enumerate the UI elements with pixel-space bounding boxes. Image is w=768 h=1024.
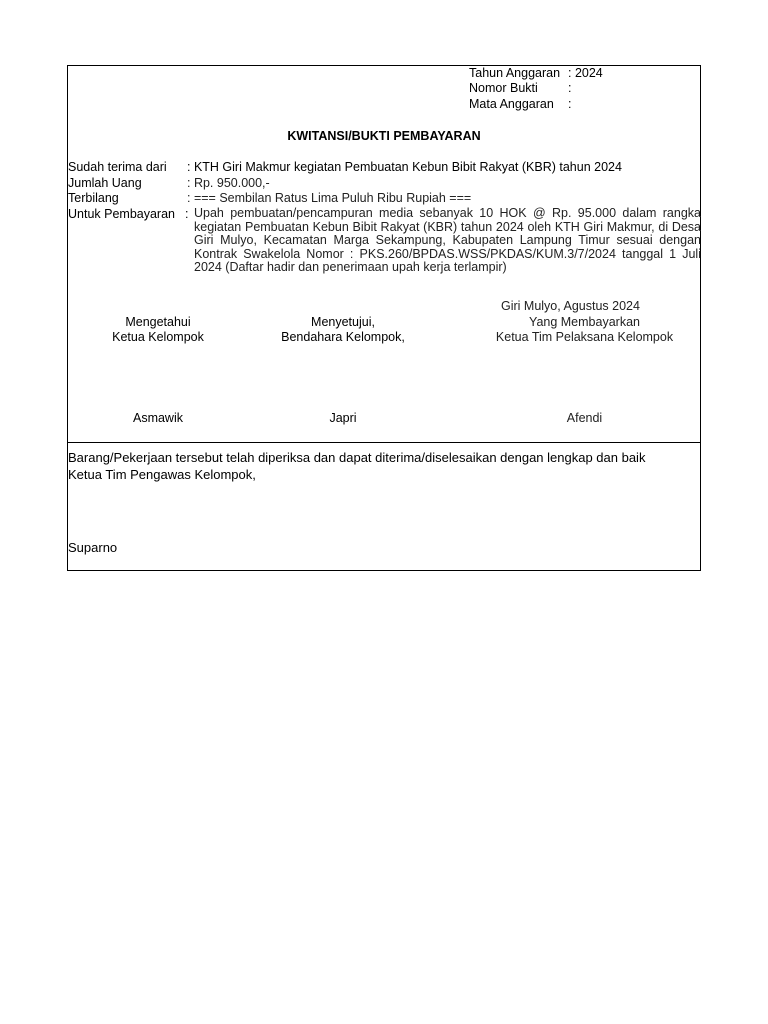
untuk-pembayaran-value: Upah pembuatan/pencampuran media sebanyak 10 HOK @ Rp. 95.000 dalam rangka kegiatan Pembuatan Kebun Bibit Rakyat (KBR) tahun 2024 oleh KTH Giri Makmur, di Desa Giri Mulyo, Kecamatan Marga Sekampung, Kabupaten Lampung Timur sesuai dengan Kontrak Swakelola Nomor : PKS.260/BPDAS.WSS/PKDAS/KUM.3/7/2024 tanggal 1 Juli 2024 (Daftar hadir dan penerimaan upah kerja terlampir) [194, 206, 701, 274]
document-title: KWITANSI/BUKTI PEMBAYARAN [287, 129, 481, 143]
nomor-bukti-value: : [568, 81, 572, 95]
jumlah-uang-value: : Rp. 950.000,- [187, 176, 270, 190]
mata-anggaran-label: Mata Anggaran [469, 97, 554, 111]
col3-signer-name: Afendi [566, 411, 603, 425]
terbilang-value: : === Sembilan Ratus Lima Puluh Ribu Rupiah === [187, 191, 472, 205]
col2-role2: Bendahara Kelompok, [281, 330, 405, 344]
untuk-pembayaran-label: Untuk Pembayaran [68, 207, 176, 221]
jumlah-uang-label: Jumlah Uang [68, 176, 142, 190]
sudah-terima-value: : KTH Giri Makmur kegiatan Pembuatan Kebun Bibit Rakyat (KBR) tahun 2024 [187, 160, 622, 174]
inspector-role: Ketua Tim Pengawas Kelompok, [68, 467, 256, 482]
col2-role1: Menyetujui, [311, 315, 375, 329]
inspection-statement: Barang/Pekerjaan tersebut telah diperiksa dan dapat diterima/diselesaikan dengan lengkap dan baik [68, 450, 646, 465]
col3-role1: Yang Membayarkan [529, 315, 640, 329]
place-date: Giri Mulyo, Agustus 2024 [501, 299, 640, 313]
section-divider [68, 442, 700, 443]
mata-anggaran-value: : [568, 97, 572, 111]
untuk-pembayaran-colon: : [185, 207, 189, 221]
col1-role2: Ketua Kelompok [112, 330, 204, 344]
col2-signer-name: Japri [329, 411, 357, 425]
terbilang-label: Terbilang [68, 191, 119, 205]
tahun-anggaran-value: : 2024 [568, 66, 603, 80]
sudah-terima-label: Sudah terima dari [68, 160, 167, 174]
col1-signer-name: Asmawik [132, 411, 183, 425]
tahun-anggaran-label: Tahun Anggaran [469, 66, 561, 80]
col1-role1: Mengetahui [125, 315, 191, 329]
nomor-bukti-label: Nomor Bukti [469, 81, 538, 95]
receipt-document [67, 65, 701, 571]
col3-role2: Ketua Tim Pelaksana Kelompok [495, 330, 674, 344]
inspector-name: Suparno [68, 540, 118, 555]
